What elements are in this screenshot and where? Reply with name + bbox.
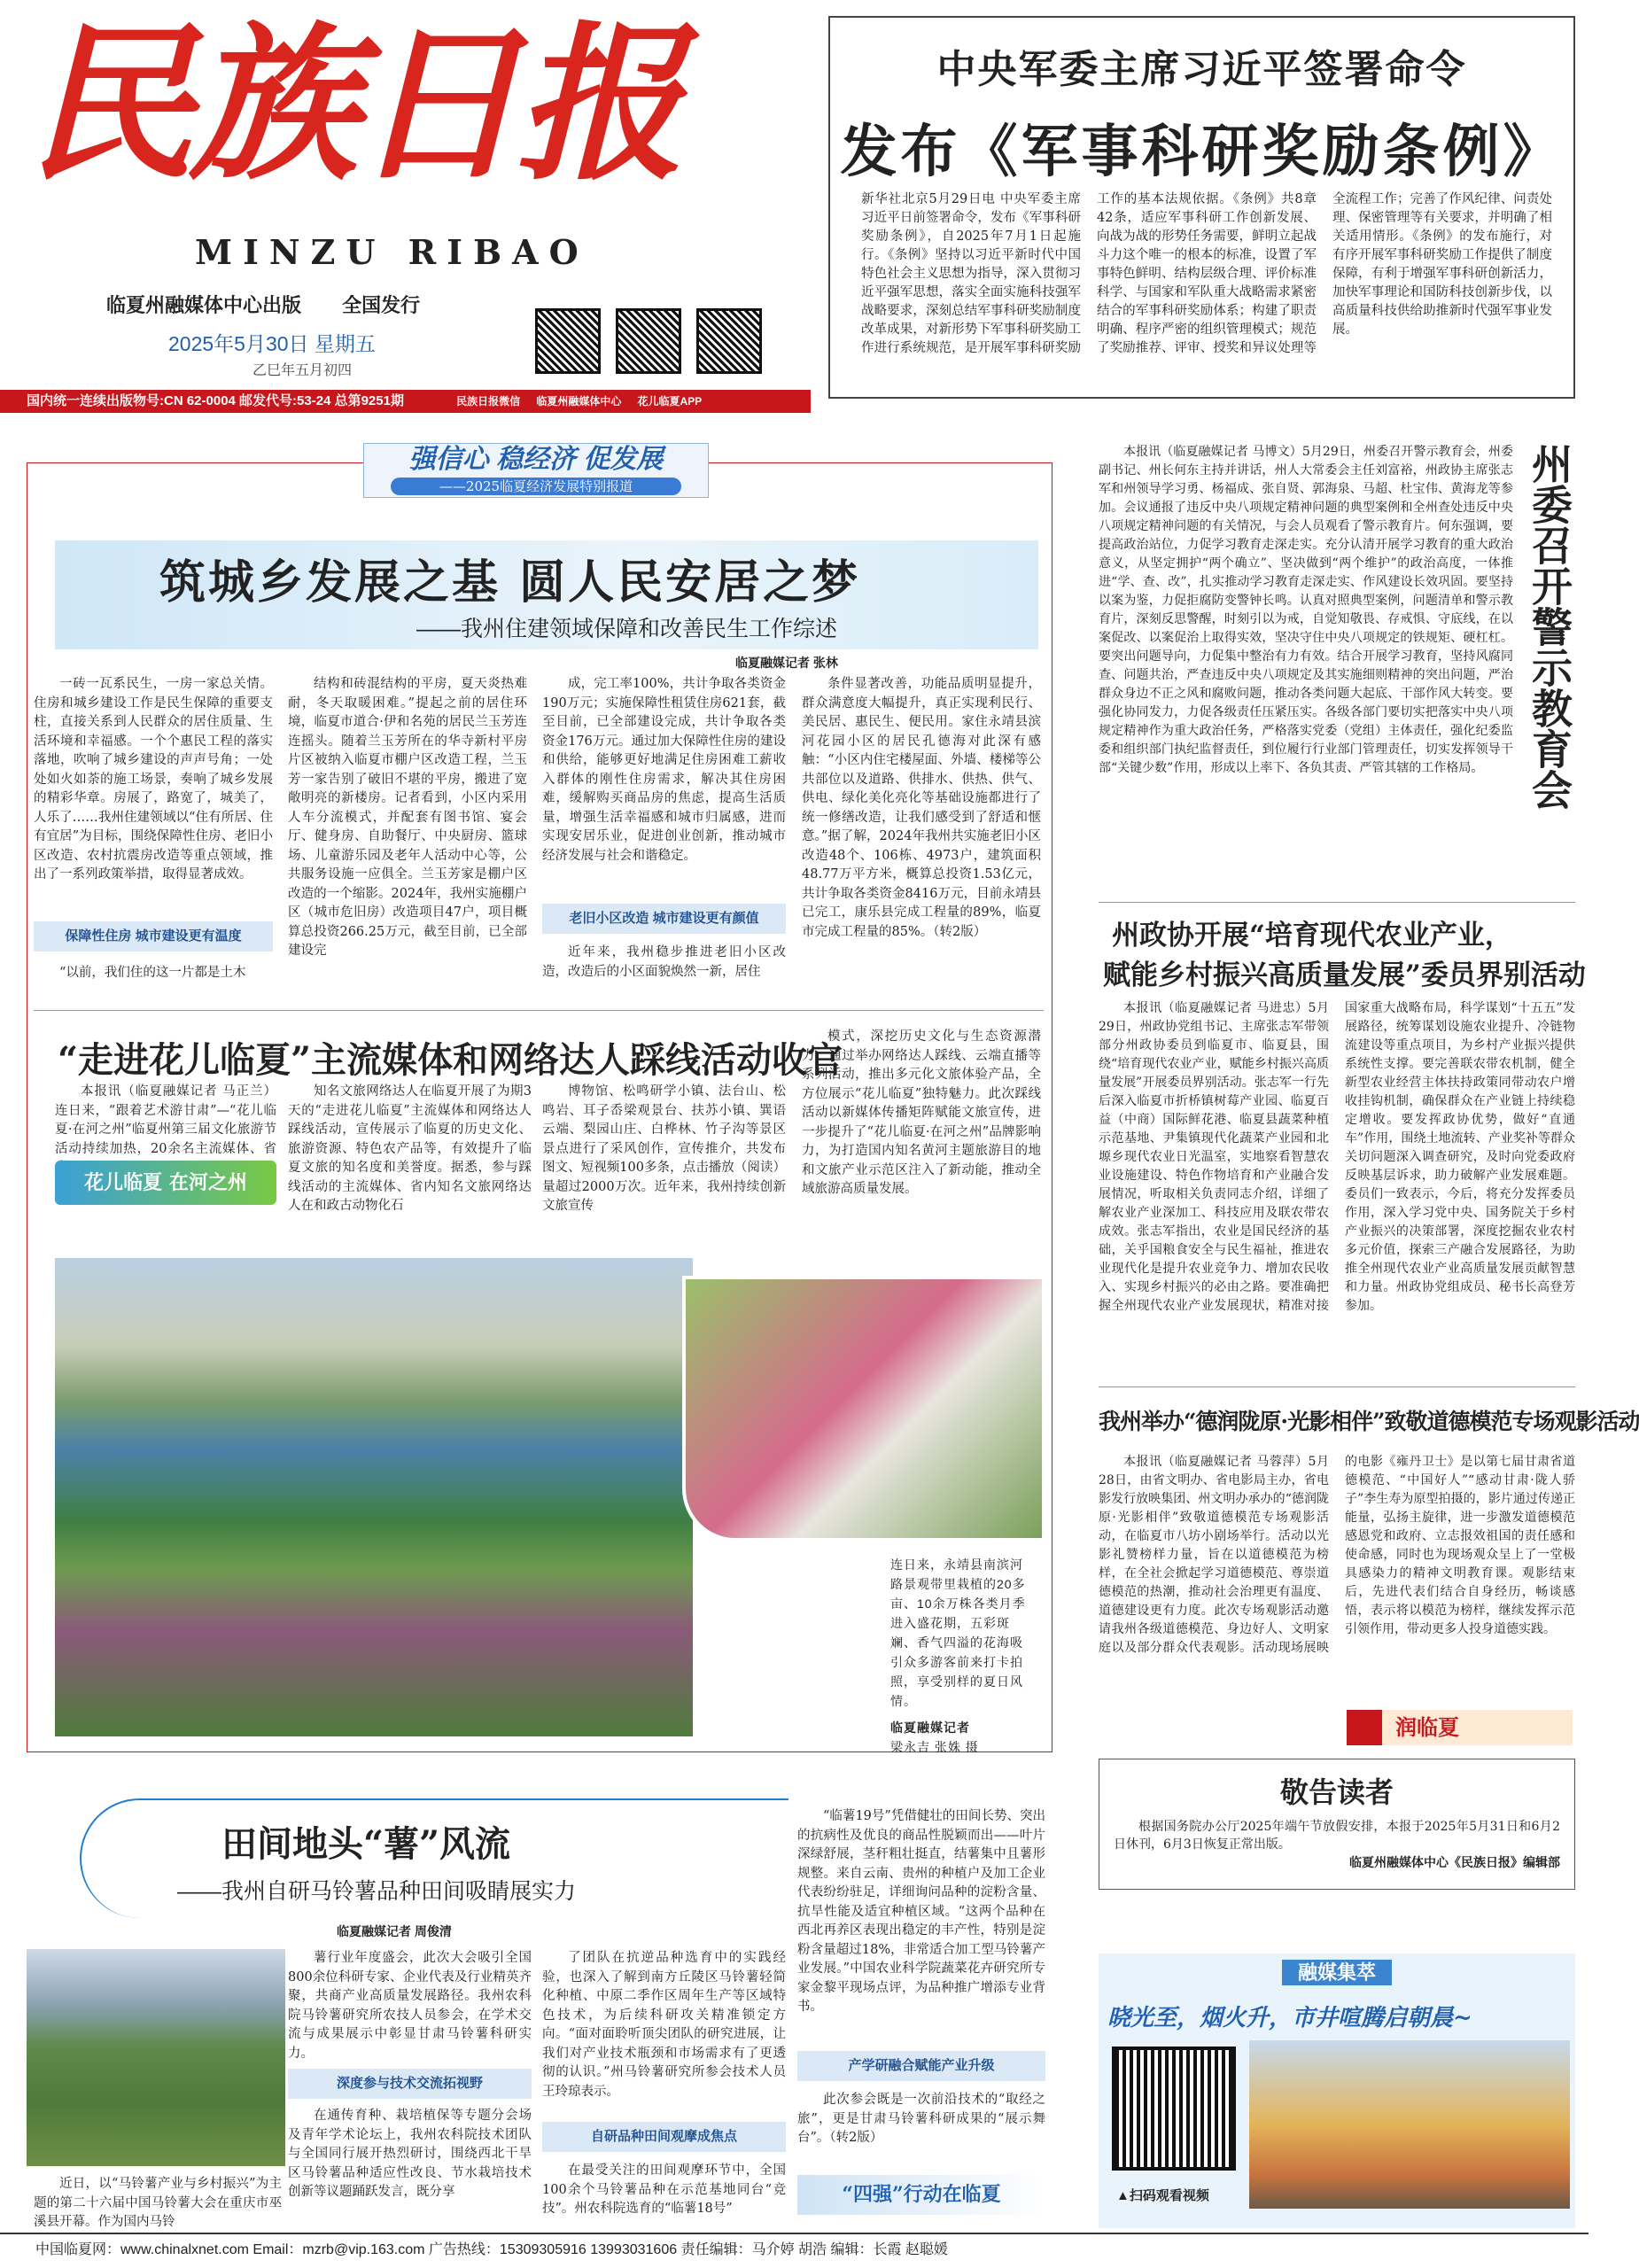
video-qr-code[interactable] (1112, 2047, 1236, 2171)
second-col-3-text: 博物馆、松鸣研学小镇、法台山、松鸣岩、耳子岙梁观景台、扶苏小镇、巽语云端、梨园山庄、白桦林、竹子沟等景区景点进行了采风创作，宣传推介，共发布图文、短视频100多条，点击播放（阅读）量超过2000万次。近年来，我州持续创新文旅宣传 (542, 1084, 786, 1213)
masthead-meta (106, 291, 455, 318)
qr-label-3: 花儿临夏APP (637, 395, 703, 408)
lead-col-2 (288, 675, 527, 985)
second-col-4 (802, 1028, 1041, 1214)
second-col-1 (55, 1083, 276, 1158)
divider-2 (1099, 902, 1575, 903)
notice-body (1099, 1811, 1574, 1853)
qr-code-center[interactable] (616, 308, 681, 374)
potato-byline: 临夏融媒记者 周俊清 (337, 1924, 452, 1938)
photo-credit-label: 临夏融媒记者 (890, 1720, 970, 1735)
lead-headline[interactable]: 筑城乡发展之基 圆人民安居之梦 (159, 555, 861, 610)
qr-code-wechat[interactable] (535, 308, 601, 374)
publication-number: 国内统一连续出版物号:CN 62-0004 邮发代号:53-24 总第9251期 (27, 393, 404, 408)
potato-col-2b-text: 在通传育种、栽培植保等专题分会场及青年学术论坛上，我州农科院技术团队与全国同行展开热烈研讨，围绕西北干旱区马铃薯品种适应性改良、节水栽培技术创新等议题踊跃发言，既分享 (288, 2109, 532, 2199)
notice-body-text: 根据国务院办公厅2025年端午节放假安排，本报于2025年5月31日和6月2日休刊，6月3日恢复正常出版。 (1114, 1820, 1560, 1852)
right-article-1 (1099, 443, 1513, 904)
potato-col-2-text: 薯行业年度盛会，此次大会吸引全国800余位科研专家、企业代表及行业精英齐聚，共商产业高质量发展路径。我州农科院马铃薯研究所农技人员参会，在学术交流与成果展示中彰显甘肃马铃薯科研实力。 (288, 1951, 532, 2061)
lead-col-1b (34, 964, 273, 983)
second-col-4-text: 模式，深挖历史文化与生态资源潜力，通过举办网络达人踩线、云端直播等系列活动，推出多元化文旅体验产品，全方位展示“花儿临夏”独特魅力。此次踩线活动以新媒体传播矩阵赋能文旅宣传，进一步提升了“花儿临夏·在河之州”品牌影响力，为打造国内知名黄河主题旅游目的地和文旅产业示范区注入了新动能，推动全域旅游高质量发展。 (802, 1029, 1041, 1196)
lead-col-2-text: 结构和砖混结构的平房，夏天炎热难耐，冬天取暖困难。”提起之前的居住环境，临夏市道合·伊和名苑的居民兰玉芳连连摇头。随着兰玉芳所在的华寺新村平房片区被纳入临夏市棚户区改造工程，兰玉芳一家告别了破旧不堪的平房，搬进了宽敞明亮的新楼房。记者看到，小区内采用人车分流模式，并配套有图书馆、宴会厅、健身房、自助餐厅、中央厨房、篮球场、儿童游乐园及老年人活动中心等，公共服务设施一应俱全。兰玉芳家是棚户区改造的一个缩影。2024年，我州实施棚户区（城市危旧房）改造项目47户，项目概算总投资266.25万元，截至目前，已全部建设完 (288, 677, 527, 958)
second-col-2 (288, 1083, 532, 1216)
second-col-1-text: 本报讯（临夏融媒记者 马正兰）连日来，“跟着艺术游甘肃”—“花儿临夏·在河之州”临夏州第三届文化旅游节活动持续加热，20余名主流媒体、省 (55, 1084, 276, 1156)
lead-col-3-text: 成，完工率100%，共计争取各类资金190万元；实施保障性租赁住房621套，截至目前，已全部建设完成，共计争取各类资金176万元。通过加大保障性住房的建设和供给，能够更好地满足住房困难工薪收入群体的刚性住房需求，解决其住房困难，缓解购买商品房的焦虑，提高生活质量，增强生活幸福感和城市归属感，进而实现安居乐业，促进创业创新，推动城市经济发展与社会和谐稳定。 (542, 677, 786, 863)
reader-notice (1099, 1759, 1575, 1890)
potato-col-2 (288, 1949, 532, 2064)
potato-col-3b (542, 2162, 786, 2224)
right-article-3 (1099, 1453, 1575, 1745)
potato-col-4-text: “临薯19号”凭借健壮的田间长势、突出的抗病性及优良的商品性脱颖而出——叶片深绿舒展，茎秆粗壮挺直，结薯集中且薯形规整。来自云南、贵州的种植户及加工企业代表纷纷驻足，详细询问品种的淀粉含量、抗旱性能及适宜种植区域。“这两个品种在西北再养区表现出稳定的丰产性，特别是淀粉含量超过18%，非常适合加工型马铃薯产业发展。”中国农业科学院蔬菜花卉研究所专家金黎平现场点评，为品种推广增添专业背书。 (797, 1809, 1045, 2014)
lead-col-3b (542, 944, 786, 988)
lead-col-1-text: 一砖一瓦系民生，一房一家总关情。住房和城乡建设工作是民生保障的重要支柱，直接关系到人民群众的居住质量、生活环境和幸福感。一个个惠民工程的落实落地，吹响了城乡建设的声声号角；一处处如火如荼的施工场景，奏响了城乡发展的精彩华章。房展了，路宽了，城美了，人乐了……我州住建领域以“住有所居、住有宜居”为目标，围绕保障性住房、老旧小区改造、农村抗震房改造等重点领域，推出了一系列政策举措，取得显著成效。 (34, 677, 273, 882)
potato-subtitle: ——我州自研马铃薯品种田间吸睛展实力 (177, 1879, 577, 1904)
photo-credit: 梁永吉 张姝 摄 (890, 1740, 979, 1754)
lead-subhead-1: 保障性住房 城市建设更有温度 (34, 921, 273, 951)
potato-col-3-text: 了团队在抗逆品种选育中的实践经验，也深入了解到南方丘陵区马铃薯轻简化种植、中原二季作区周年生产等区域特色技术，为后续科研攻关精准锁定方向。“面对面聆听顶尖团队的研究进展，让我们对产业技术瓶颈和市场需求有了更透彻的认识。”州马铃薯研究所参会技术人员王玲琼表示。 (542, 1951, 786, 2099)
lead-col-3b-text: 近年来，我州稳步推进老旧小区改造，改造后的小区面貌焕然一新，居住 (542, 945, 786, 979)
lead-col-4 (802, 675, 1041, 985)
potato-col-4b-text: 此次参会既是一次前沿技术的“取经之旅”，更是甘肃马铃薯科研成果的“展示舞台”。（转2版） (797, 2093, 1045, 2145)
publication-bar (0, 390, 811, 413)
top-story-headline[interactable]: 发布《军事科研奖励条例》 (840, 120, 1564, 183)
potato-col-1-text: 近日，以“马铃薯产业与乡村振兴”为主题的第二十六届中国马铃薯大会在重庆市巫溪县开幕。作为国内马铃 (34, 2177, 282, 2229)
right-headline-2a[interactable]: 州政协开展“培育现代农业产业， (1112, 920, 1512, 951)
market-photo (1249, 2040, 1570, 2209)
photo-caption-text: 连日来，永靖县南滨河路景观带里栽植的20多亩、10余万株各类月季进入盛花期，五彩斑斓、香气四溢的花海吸引众多游客前来打卡拍照，享受别样的夏日风情。 (890, 1557, 1026, 1708)
publisher: 临夏州融媒体中心出版 (106, 294, 302, 316)
media-highlights-slogan: 晓光至，烟火升，市井喧腾启朝晨~ (1107, 2005, 1472, 2031)
right-headline-3[interactable]: 我州举办“德润陇原·光影相伴”致敬道德模范专场观影活动 (1099, 1409, 1639, 1434)
lead-byline: 临夏融媒记者 张林 (735, 656, 838, 670)
qr-label-1: 民族日报微信 (456, 395, 521, 408)
page-footer: 中国临夏网：www.chinalxnet.com Email：mzrb@vip.163.com 广告热线：15309305916 13993031606 责任编辑：马介婷 胡浩 编辑：长霞 赵聪媛 (0, 2233, 1589, 2268)
four-strong-strip: “四强”行动在临夏 (797, 2175, 1045, 2215)
right-article-3-text: 本报讯（临夏融媒记者 马蓉萍）5月28日，由省文明办、省电影局主办，省电影发行放映集团、州文明办承办的“德润陇原·光影相伴”致敬道德模范专场观影活动，在临夏市八坊小剧场举行。活动以光影礼赞榜样力量，旨在以道德模范为榜样，在全社会掀起学习道德模范、尊崇道德模范的热潮，推动社会治理更有温度、道德建设更有力度。此次专场观影活动邀请我州各级道德模范、身边好人、文明家庭以及部分群众代表观影。活动现场展映的电影《雍丹卫士》是以第七届甘肃省道德模范、“中国好人”“感动甘肃·陇人骄子”李生寿为原型拍摄的，影片通过传递正能量，弘扬主旋律，进一步激发道德模范感恩党和政府、立志报效祖国的责任感和使命感，同时也为现场观众呈上了一堂极具感染力的精神文明教育课。观影结束后，先进代表们结合自身经历，畅谈感悟，表示将以模范为榜样，继续发挥示范引领作用，带动更多人投身道德实践。 (1099, 1455, 1575, 1655)
divider-1 (34, 1010, 1044, 1011)
potato-col-3b-text: 在最受关注的田间观摩环节中，全国100余个马铃薯品种在示范基地同台“竞技”。州农科院选育的“临薯18号” (542, 2163, 786, 2216)
masthead-logo (27, 5, 806, 229)
second-strip: 花儿临夏 在河之州 (55, 1161, 276, 1205)
potato-col-1 (34, 2175, 282, 2228)
potato-field-photo (27, 1949, 285, 2166)
run-linxia-badge: 润临夏 (1347, 1710, 1573, 1745)
riverside-landscape-photo (55, 1258, 693, 1736)
distribution: 全国发行 (342, 294, 421, 316)
lead-subhead-2: 老旧小区改造 城市建设更有颜值 (542, 904, 786, 934)
right-headline-2b[interactable]: 赋能乡村振兴高质量发展”委员界别活动 (1103, 959, 1586, 991)
divider-3 (1099, 1386, 1575, 1387)
top-story-kicker: 中央军委主席习近平签署命令 (936, 48, 1467, 91)
media-highlights-title: 融媒集萃 (1282, 1960, 1392, 1985)
lunar-date: 乙巳年五月初四 (252, 361, 353, 378)
lead-subtitle: ——我州住建领域保障和改善民生工作综述 (416, 617, 838, 641)
potato-col-4 (797, 1807, 1045, 2047)
media-highlights (1099, 1953, 1575, 2228)
potato-subhead-3: 产学研融合赋能产业升级 (797, 2051, 1045, 2081)
video-qr-label: ▲扫码观看视频 (1116, 2188, 1209, 2203)
second-headline[interactable]: “走进花儿临夏”主流媒体和网络达人踩线活动收官 (58, 1039, 843, 1081)
photo-caption (890, 1555, 1032, 1757)
potato-subhead-2: 自研品种田间观摩成焦点 (542, 2122, 786, 2152)
top-story-body: 新华社北京5月29日电 中央军委主席习近平日前签署命令，发布《军事科研奖励条例》，自2025年7月1日起施行。《条例》坚持以习近平新时代中国特色社会主义思想为指导，深入贯彻习近平强军思想，落实全面实施科技强军战略要求，深刻总结军事科研奖励制度改革成果，对新形势下军事科研奖励工作进行系统规范，是开展军事科研奖励工作的基本法规依据。《条例》共8章42条，适应军事科研工作创新发展、向战为战的形势任务需要，鲜明立起战斗力这个唯一的根本的标准，设置了军事特色鲜明、结构层级合理、评价标准科学、与国家和军队重大战略需求紧密结合的军事科研奖励体系；构建了职责明确、程序严密的组织管理模式；规范了奖励推荐、评审、授奖和异议处理等全流程工作；完善了作风纪律、问责处理、保密管理等有关要求，并明确了相关适用情形。《条例》的发布施行，对有序开展军事科研奖励工作提供了制度保障，有利于增强军事科研创新活力，加快军事理论和国防科技创新步伐，以高质量科技供给助推新时代强军事业发展。 (861, 192, 1552, 355)
top-story (828, 16, 1575, 399)
second-col-3 (542, 1083, 786, 1216)
potato-col-3 (542, 1949, 786, 2117)
second-col-2-text: 知名文旅网络达人在临夏开展了为期3天的“走进花儿临夏”主流媒体和网络达人踩线活动，宣传展示了临夏的历史文化、旅游资源、特色农产品等，有效提升了临夏文旅的知名度和美誉度。据悉，参与踩线活动的主流媒体、省内知名文旅网络达人在和政古动物化石 (288, 1084, 532, 1213)
right-article-2 (1099, 999, 1575, 1389)
potato-col-2b (288, 2107, 532, 2226)
lead-col-4-text: 条件显著改善，功能品质明显提升，群众满意度大幅提升，真正实现利民行、美民居、惠民生、便民用。家住永靖县滨河花园小区的居民孔德海对此深有感触：“小区内住宅楼屋面、外墙、楼梯等公共部位以及道路、供排水、供热、供气、供电、绿化美化亮化等基础设施都进行了统一修缮改造，让我们感受到了舒适和惬意。”据了解，2024年我州共实施老旧小区改造48个、106栋、4973户，建筑面积48.77万平方米，概算总投资1.53亿元，共计争取各类资金8416万元，目前永靖县已完工，康乐县完成工程量的89%，临夏市完成工程量的85%。（转2版） (802, 677, 1041, 939)
lead-col-1b-text: “以前，我们住的这一片都是土木 (59, 966, 246, 980)
issue-date: 2025年5月30日 星期五 (168, 332, 376, 355)
right-article-1-text: 本报讯（临夏融媒记者 马博文）5月29日，州委召开警示教育会，州委副书记、州长何东主持并讲话，州人大常委会主任刘富裕，州政协主席张志军和州领导学习勇、杨福成、张自贤、郭海泉、马超、杜宝伟、黄海龙等参加。会议通报了违反中央八项规定精神问题的典型案例和全州查处违反中央八项规定精神问题的有关情况，与会人员观看了警示教育片。何东强调，要提高政治站位，力促学习教育走深走实。充分认清开展学习教育的重大政治意义，从坚定拥护“两个确立”、坚决做到“两个维护”的政治高度，一体推进“学、查、改”，扎实推动学习教育走深走实、作风建设长效巩固。要坚持以案为鉴，力促拒腐防变警钟长鸣。认真对照典型案例，问题清单和警示教育片，深刻反思警醒，时刻引以为戒，自觉知敬畏、存戒惧、守底线，在以案促改、以案促治上取得实效，坚决守住中央八项规定的铁规矩、硬杠杠。要突出问题导向，力促集中整治有力有效。结合开展学习教育，坚持风腐同查、问题共治，严查违反中央八项规定及其实施细则精神的突出问题，严治群众身边不正之风和腐败问题，推动各类问题大起底、干部作风大转变。要强化协同发力，力促各级责任压紧压实。各级各部门要切实把落实中央八项规定精神作为重大政治任务，严格落实党委（党组）主体责任，强化纪委监委和组织部门执纪监督责任，到位履行行业部门管理责任，切实发挥领导干部“关键少数”作用，形成以上率下、各负其责、严管其辖的工作格局。 (1099, 445, 1513, 775)
notice-title: 敬告读者 (1279, 1775, 1394, 1809)
qr-code-app[interactable] (696, 308, 762, 374)
rose-garden-photo (682, 1276, 1045, 1542)
notice-sign: 临夏州融媒体中心《民族日报》编辑部 (1349, 1855, 1560, 1869)
qr-label-2: 临夏州融媒体中心 (536, 395, 622, 408)
potato-headline[interactable]: 田间地头“薯”风流 (221, 1823, 511, 1865)
right-article-2-text: 本报讯（临夏融媒记者 马进忠）5月29日，州政协党组书记、主席张志军带领部分州政协委员到临夏市、临夏县，围绕“培育现代农业产业，赋能乡村振兴高质量发展”开展委员界别活动。张志军一行先后深入临夏市折桥镇树莓产业园、临夏百益（中商）国际鲜花港、临夏县蔬菜种植示范基地、尹集镇现代化蔬菜产业园和北塬乡现代农业日光温室，实地察看智慧农业设施建设、特色作物培育和产业融合发展情况，听取相关负责同志介绍，详细了解农业产业深加工、科技应用及联农带农成效。张志军指出，农业是国民经济的基础，关乎国粮食安全与民生福祉，推进农业现代化是提升农业竞争力、增加农民收入、实现乡村振兴的必由之路。要准确把握全州现代农业产业发展现状，精准对接国家重大战略布局，科学谋划“十五五”发展路径，统筹谋划设施农业提升、冷链物流建设等重点项目，为乡村产业振兴提供系统性支撑。要完善联农带农机制，健全新型农业经营主体扶持政策同带动农户增收挂钩机制，确保群众在产业链上持续稳定增收。要发挥政协优势，做好“直通车”作用，围绕土地流转、产业奖补等群众关切问题深入调查研究，及时向党委政府反映基层诉求，助力破解产业发展难题。委员们一致表示，今后，将充分发挥委员作用，深入学习党中央、国务院关于乡村产业振兴的决策部署，深度挖掘农业农村多元价值，探索三产融合发展路径，为助推全州现代农业产业高质量发展贡献智慧和力量。州政协党组成员、秘书长高登芳参加。 (1099, 1001, 1575, 1313)
special-report-banner (363, 443, 709, 498)
masthead-en: MINZU RIBAO (195, 232, 589, 272)
potato-subhead-1: 深度参与技术交流拓视野 (288, 2069, 532, 2099)
banner-subtitle: ——2025临夏经济发展特别报道 (391, 478, 681, 495)
masthead-title: 民族日报 (27, 5, 680, 203)
lead-col-3 (542, 675, 786, 888)
lead-col-1 (34, 675, 273, 910)
right-headline-1[interactable]: 州委召开警示教育会 (1526, 443, 1573, 810)
banner-slogan: 强信心 稳经济 促发展 (408, 445, 664, 474)
potato-col-4b (797, 2091, 1045, 2162)
